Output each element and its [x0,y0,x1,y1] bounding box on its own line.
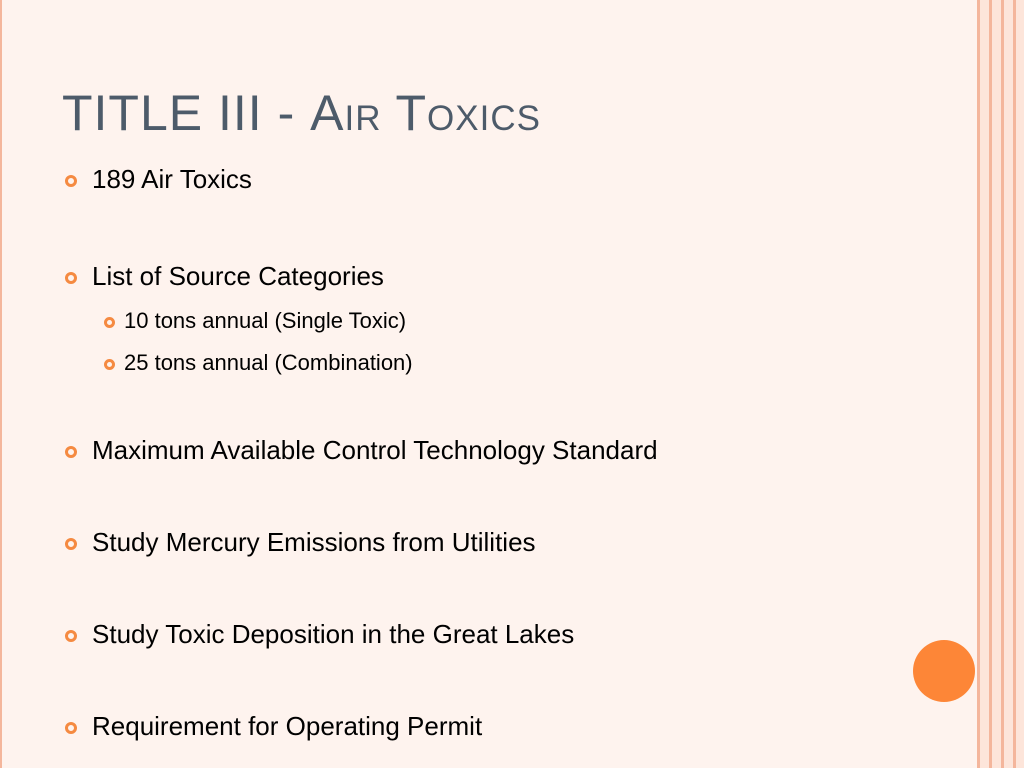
bullet-circle-icon [65,538,77,550]
list-item-text: 10 tons annual (Single Toxic) [124,308,407,333]
slide-title [62,84,541,142]
list-item-text: 189 Air Toxics [92,164,252,194]
bullet-circle-icon [65,175,77,187]
list-item [92,164,252,195]
list-item [92,619,574,650]
decorative-stripe [992,0,1001,768]
list-subitem [124,308,406,334]
bullet-circle-icon [65,722,77,734]
accent-circle [913,640,975,702]
list-subitem [124,350,413,376]
bullet-circle-icon [104,317,115,328]
bullet-circle-icon [65,446,77,458]
bullet-circle-icon [104,359,115,370]
list-item-text: Study Toxic Deposition in the Great Lakes [92,619,575,649]
list-item-text: List of Source Categories [92,261,384,291]
list-item [92,261,384,292]
bullet-circle-icon [65,272,77,284]
slide-title-main: TITLE III - [62,85,311,141]
slide-title-smallcaps: Air Toxics [310,85,541,141]
list-item [92,711,482,742]
list-item [92,527,536,558]
list-item-text: Requirement for Operating Permit [92,711,483,741]
decorative-stripe [1016,0,1024,768]
list-item [92,435,658,466]
list-item-text: Maximum Available Control Technology Standard [92,435,658,465]
left-border [0,0,2,768]
list-item-text: 25 tons annual (Combination) [124,350,413,375]
decorative-stripe [980,0,989,768]
decorative-stripe [1004,0,1013,768]
list-item-text: Study Mercury Emissions from Utilities [92,527,536,557]
bullet-circle-icon [65,630,77,642]
